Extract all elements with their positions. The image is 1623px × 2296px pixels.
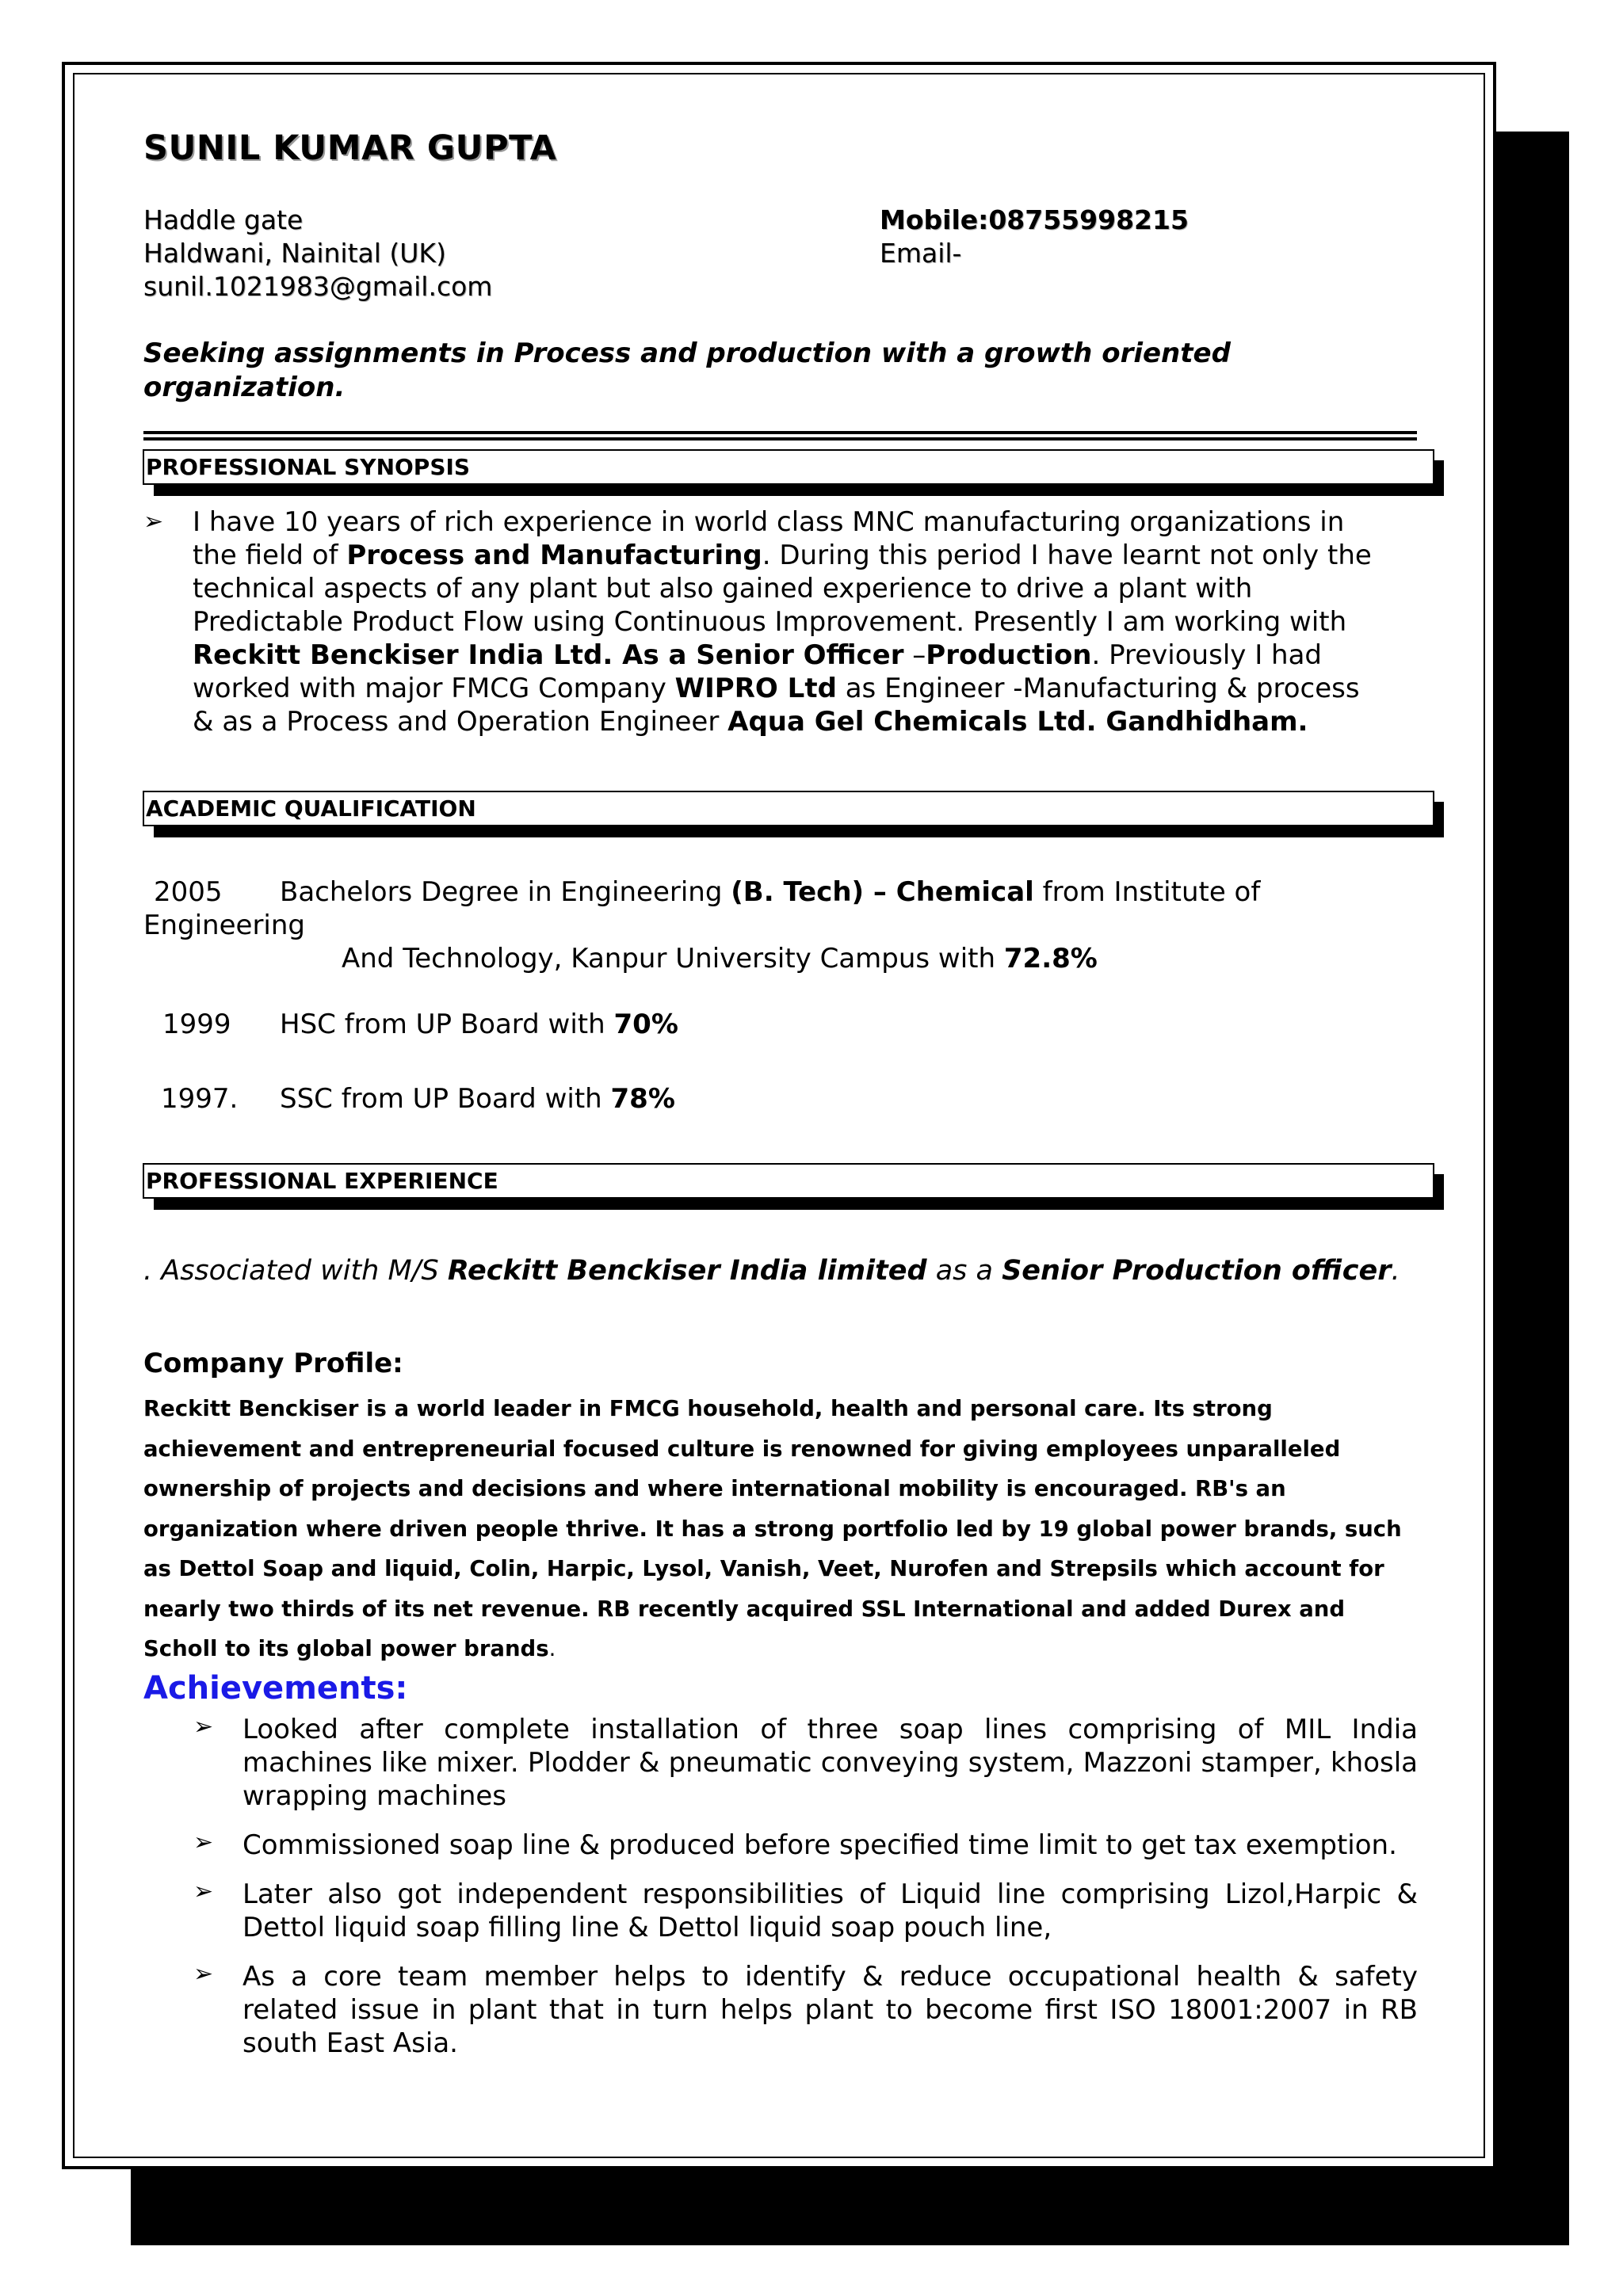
synopsis-paragraph [193,505,1413,738]
synopsis-line [193,672,1413,705]
arrow-bullet-icon: ➢ [193,1713,214,1741]
job-title: Senior Production officer [1002,1255,1392,1287]
synopsis-text: technical aspects of any plant but also gained experience to drive a plant with [193,573,1253,605]
synopsis-line [193,539,1413,572]
achievements-list [193,1713,1418,2076]
academic-score: 72.8% [1003,943,1098,974]
academic-text: Engineering [143,910,305,941]
synopsis-line [193,572,1413,605]
achievement-text: As a core team member helps to identify & reduce occupational health & safety related issue in plant that in turn helps plant to become first ISO 18001:2007 in RB south East Asia. [242,1961,1418,2059]
profile-line: achievement and entrepreneurial focused culture is renowned for giving employees unparalleled [143,1436,1341,1462]
synopsis-line [193,505,1413,539]
company-profile-title: Company Profile: [143,1348,403,1379]
academic-text: SSC from UP Board with [280,1083,611,1115]
section-title: ACADEMIC QUALIFICATION [143,791,1434,826]
synopsis-highlight: Reckitt Benckiser India Ltd. As a Senior Officer [193,639,904,671]
candidate-name: SUNIL KUMAR GUPTA [143,128,557,168]
achievement-item [193,1829,1418,1862]
synopsis-text: Predictable Product Flow using Continuous Improvement. Presently I am working with [193,606,1347,638]
section-title: PROFESSIONAL SYNOPSIS [143,449,1434,485]
address-line-2: Haldwani, Nainital (UK) [143,238,446,269]
achievement-item [193,1713,1418,1813]
synopsis-highlight: Aqua Gel Chemicals Ltd. Gandhidham. [727,706,1308,738]
academic-highlight: (B. Tech) – Chemical [731,876,1034,908]
academic-detail [280,876,1260,908]
synopsis-text: . During this period I have learnt not only the [762,540,1372,571]
achievement-text: Commissioned soap line & produced before specified time limit to get tax exemption. [242,1829,1397,1861]
synopsis-text: – [903,639,926,671]
company-name: Reckitt Benckiser India limited [447,1255,927,1287]
profile-text: Scholl to its global power brands [143,1636,549,1661]
section-academic-qualification [143,791,1433,826]
address-line-1: Haddle gate [143,204,304,235]
academic-score: 70% [613,1009,678,1040]
achievement-item [193,1960,1418,2060]
arrow-bullet-icon: ➢ [193,1829,214,1856]
academic-text: from Institute of [1033,876,1261,908]
profile-line: Reckitt Benckiser is a world leader in FMCG household, health and personal care. Its strong [143,1396,1273,1421]
academic-year: 1997. [161,1083,239,1115]
arrow-bullet-icon: ➢ [143,508,164,536]
position-text: as a [926,1255,1002,1287]
academic-detail [342,943,1098,974]
profile-line [143,1629,1427,1669]
position-text: . [1391,1255,1400,1287]
synopsis-line [193,705,1413,738]
synopsis-line [193,639,1413,672]
academic-text: HSC from UP Board with [280,1009,614,1040]
synopsis-highlight: Production [926,639,1092,671]
synopsis-text: worked with major FMCG Company [193,673,675,704]
academic-detail [280,1083,675,1115]
academic-detail [280,1009,678,1040]
career-objective: Seeking assignments in Process and production with a growth oriented organization. [143,338,1231,403]
academic-score: 78% [610,1083,675,1115]
academic-year: 2005 [154,876,223,908]
synopsis-text: . Previously I had [1091,639,1322,671]
synopsis-line [193,605,1413,639]
section-professional-experience [143,1163,1433,1199]
divider-rule-bottom [143,437,1417,441]
academic-text: And Technology, Kanpur University Campus with [342,943,1004,974]
academic-text: Bachelors Degree in Engineering [280,876,731,908]
email-address[interactable]: sunil.1021983@gmail.com [143,271,493,302]
profile-text: . [548,1636,556,1661]
synopsis-text: as Engineer -Manufacturing & process [836,673,1360,704]
section-professional-synopsis [143,449,1433,485]
position-text: . Associated with M/S [143,1255,448,1287]
profile-line: ownership of projects and decisions and where international mobility is encouraged. RB's an [143,1476,1286,1501]
section-title: PROFESSIONAL EXPERIENCE [143,1163,1434,1199]
synopsis-highlight: Process and Manufacturing [346,540,762,571]
profile-line: organization where driven people thrive. It has a strong portfolio led by 19 global power brands, such [143,1516,1402,1542]
synopsis-text: & as a Process and Operation Engineer [193,706,728,738]
achievement-text: Later also got independent responsibilities of Liquid line comprising Lizol,Harpic & Dettol liquid soap filling line & Dettol liquid soap pouch line, [242,1878,1418,1943]
achievement-text: Looked after complete installation of three soap lines comprising of MIL India machines like mixer. Plodder & pneumatic conveying system, Mazzoni stamper, khosla wrapping machines [242,1714,1418,1812]
profile-line: as Dettol Soap and liquid, Colin, Harpic, Lysol, Vanish, Veet, Nurofen and Strepsils which account for [143,1556,1384,1581]
achievements-title: Achievements: [143,1670,408,1707]
current-position [143,1255,1400,1287]
email-label: Email- [880,238,962,269]
profile-line: nearly two thirds of its net revenue. RB recently acquired SSL International and added Durex and [143,1596,1346,1622]
company-profile-text [143,1389,1427,1669]
arrow-bullet-icon: ➢ [193,1960,214,1988]
academic-year: 1999 [162,1009,231,1040]
synopsis-text: I have 10 years of rich experience in world class MNC manufacturing organizations in [193,506,1345,538]
synopsis-text: the field of [193,540,347,571]
synopsis-highlight: WIPRO Ltd [674,673,837,704]
arrow-bullet-icon: ➢ [193,1878,214,1905]
achievement-item [193,1878,1418,1944]
divider-rule-top [143,431,1417,434]
mobile-number: Mobile:08755998215 [880,204,1189,235]
